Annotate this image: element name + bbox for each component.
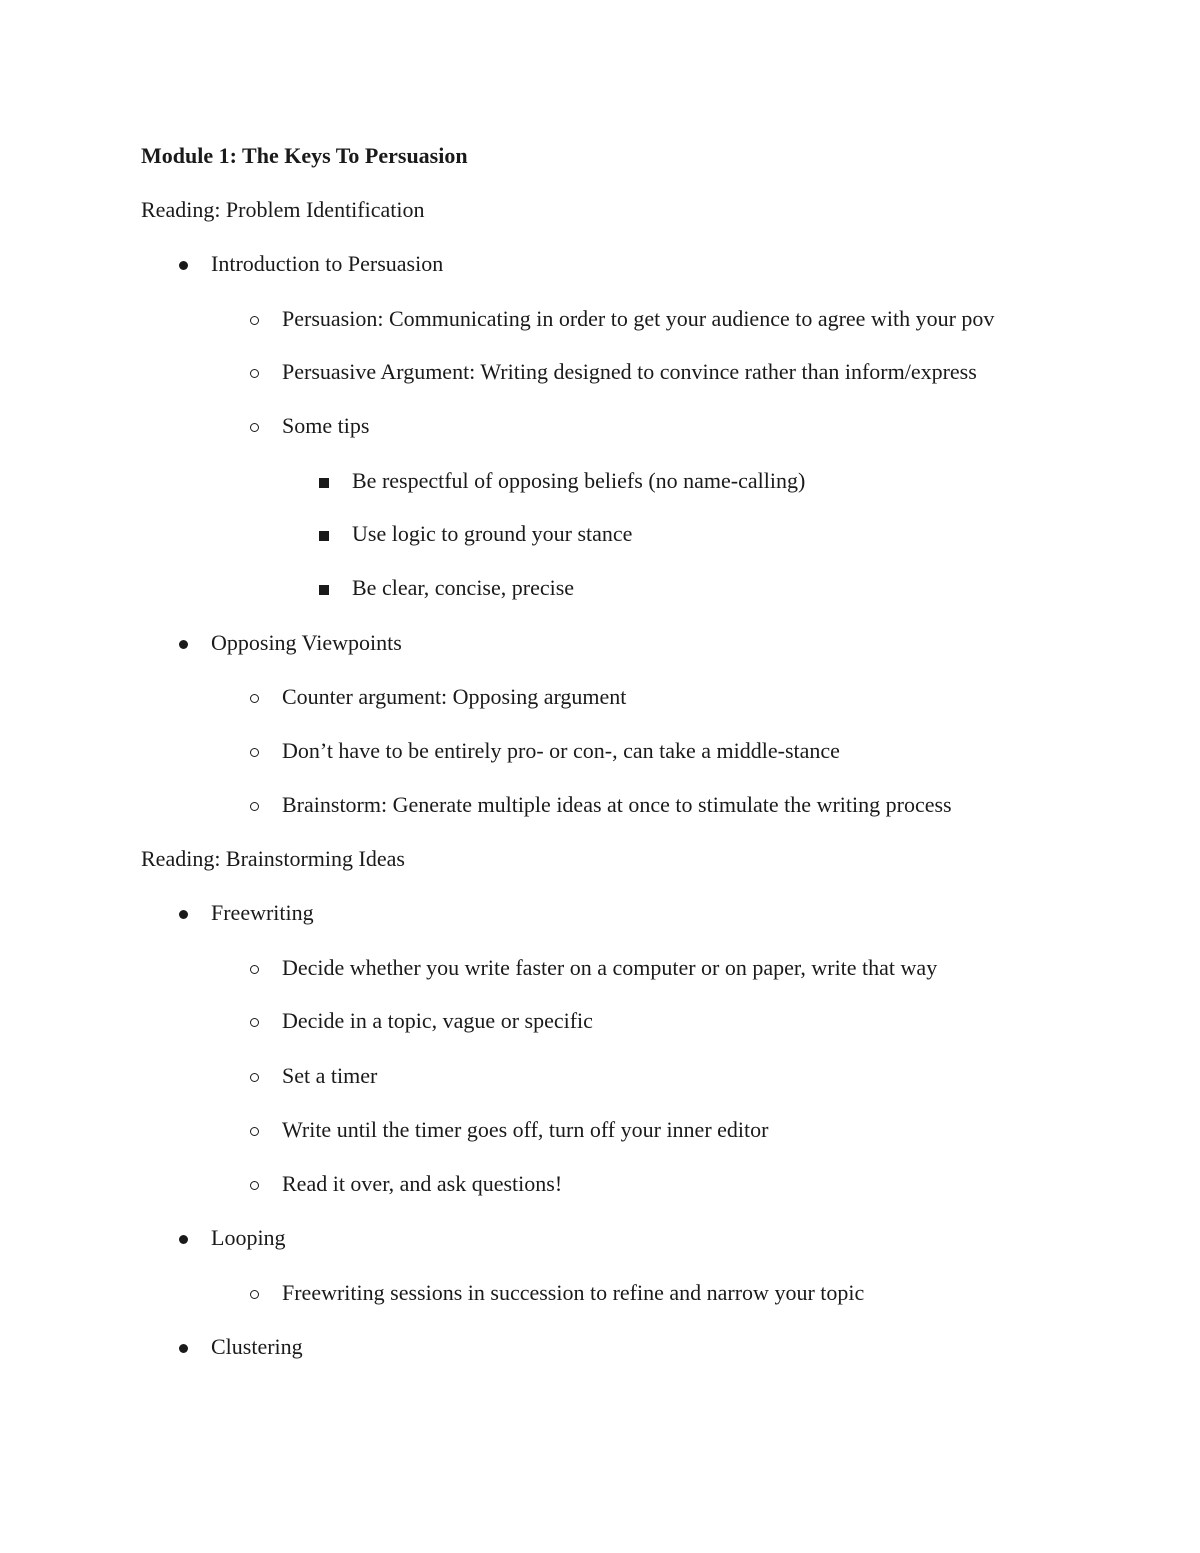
list-item: Set a timer bbox=[282, 1063, 378, 1088]
bullet-circle-icon bbox=[250, 369, 259, 378]
list-item: Some tips bbox=[282, 413, 370, 438]
bullet-circle-icon bbox=[250, 1290, 259, 1299]
bullet-square-icon bbox=[319, 585, 329, 595]
list-item: Brainstorm: Generate multiple ideas at once to stimulate the writing process bbox=[282, 792, 952, 817]
bullet-disc-icon bbox=[179, 910, 188, 919]
list-item: Introduction to Persuasion bbox=[211, 251, 444, 276]
bullet-circle-icon bbox=[250, 1018, 259, 1027]
list-item: Looping bbox=[211, 1225, 286, 1250]
bullet-circle-icon bbox=[250, 694, 259, 703]
bullet-square-icon bbox=[319, 478, 329, 488]
section-heading: Reading: Problem Identification bbox=[141, 197, 425, 222]
list-item: Counter argument: Opposing argument bbox=[282, 684, 627, 709]
list-item: Use logic to ground your stance bbox=[352, 521, 633, 546]
bullet-circle-icon bbox=[250, 1127, 259, 1136]
bullet-square-icon bbox=[319, 531, 329, 541]
list-item: Don’t have to be entirely pro- or con-, can take a middle-stance bbox=[282, 738, 840, 763]
bullet-circle-icon bbox=[250, 1181, 259, 1190]
list-item: Clustering bbox=[211, 1334, 303, 1359]
list-item: Be clear, concise, precise bbox=[352, 575, 575, 600]
list-item: Persuasion: Communicating in order to get your audience to agree with your pov bbox=[282, 306, 995, 331]
bullet-circle-icon bbox=[250, 1073, 259, 1082]
section-heading: Reading: Brainstorming Ideas bbox=[141, 846, 405, 871]
bullet-disc-icon bbox=[179, 1344, 188, 1353]
bullet-circle-icon bbox=[250, 802, 259, 811]
list-item: Read it over, and ask questions! bbox=[282, 1171, 563, 1196]
bullet-circle-icon bbox=[250, 316, 259, 325]
bullet-disc-icon bbox=[179, 1235, 188, 1244]
list-item: Decide in a topic, vague or specific bbox=[282, 1008, 593, 1033]
bullet-disc-icon bbox=[179, 640, 188, 649]
list-item: Be respectful of opposing beliefs (no name-calling) bbox=[352, 468, 806, 493]
bullet-circle-icon bbox=[250, 965, 259, 974]
list-item: Opposing Viewpoints bbox=[211, 630, 402, 655]
list-item: Decide whether you write faster on a computer or on paper, write that way bbox=[282, 955, 938, 980]
list-item: Write until the timer goes off, turn off your inner editor bbox=[282, 1117, 769, 1142]
page-title: Module 1: The Keys To Persuasion bbox=[141, 143, 468, 168]
list-item: Persuasive Argument: Writing designed to convince rather than inform/express bbox=[282, 359, 977, 384]
list-item: Freewriting sessions in succession to refine and narrow your topic bbox=[282, 1280, 865, 1305]
list-item: Freewriting bbox=[211, 900, 314, 925]
bullet-circle-icon bbox=[250, 423, 259, 432]
bullet-disc-icon bbox=[179, 261, 188, 270]
bullet-circle-icon bbox=[250, 748, 259, 757]
